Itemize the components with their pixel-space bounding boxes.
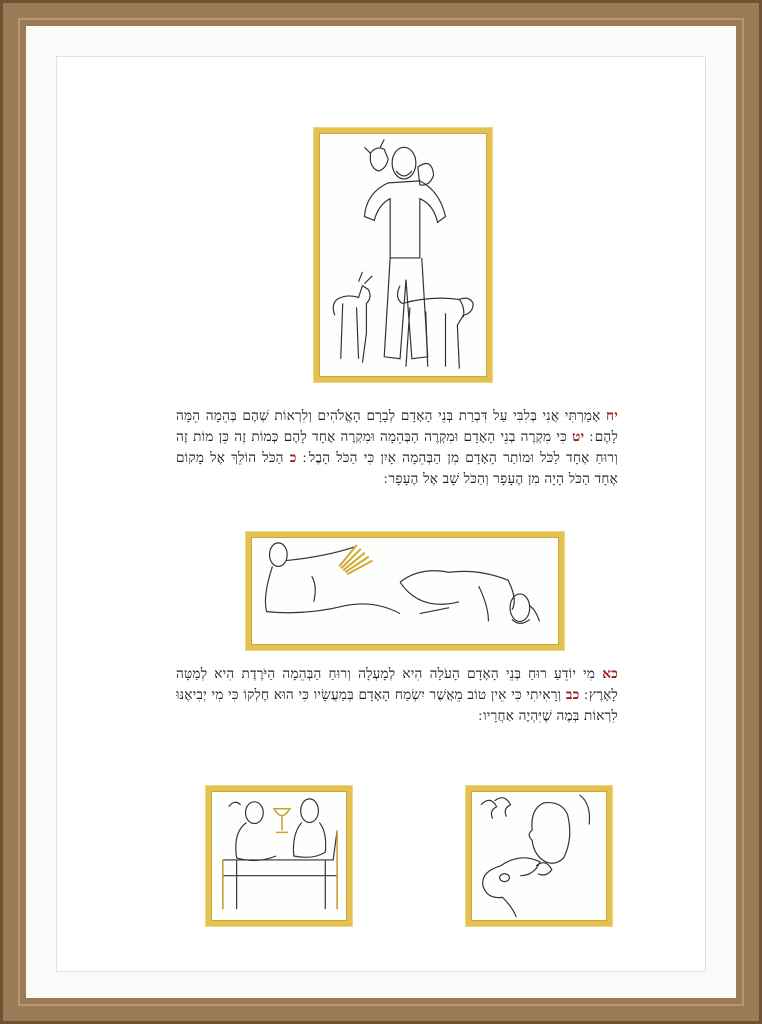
text-block-2 bbox=[176, 664, 618, 727]
page-mat bbox=[56, 56, 706, 972]
reclining-figures-drawing bbox=[251, 537, 559, 645]
verse-20-text: הַכֹּל הוֹלֵךְ אֶל מָקוֹם אֶחָד הַכֹּל הָיָה מִן הֶעָפָר וְהַכֹּל שָׁב אֶל הֶעָפָר ׃ bbox=[176, 450, 618, 487]
verse-22-number: כב bbox=[565, 687, 580, 703]
verse-18-number: יח bbox=[605, 408, 618, 424]
verse-21-number: כא bbox=[602, 666, 618, 682]
illustration-reclining-figures bbox=[246, 532, 564, 650]
verse-22-text: וְרָאִיתִי כִּי אֵין טוֹב מֵאֲשֶׁר יִשְׂמַח הָאָדָם בְּמַעֲשָׂיו כִּי הוּא חֶלְקוֹ כִּי מִי יְבִיאֶנּוּ לִרְאוֹת בְּמֶה שֶׁיִּהְיֶה אַחֲרָיו ׃ bbox=[176, 687, 618, 724]
illustration-face-with-ram bbox=[466, 786, 612, 926]
man-with-animals-drawing bbox=[319, 133, 487, 377]
illustration-figures-with-cup bbox=[206, 786, 352, 926]
figures-with-cup-drawing bbox=[211, 791, 347, 921]
illustration-man-with-animals bbox=[314, 128, 492, 382]
face-with-ram-drawing bbox=[471, 791, 607, 921]
verse-21-text: מִי יוֹדֵעַ רוּחַ בְּנֵי הָאָדָם הָעֹלָה הִיא לְמָעְלָה וְרוּחַ הַבְּהֵמָה הַיֹּרֶדֶת הִיא לְמַטָּה לָאָרֶץ ׃ bbox=[176, 666, 618, 703]
verse-18-text: אָמַרְתִּי אֲנִי בְּלִבִּי עַל דִּבְרַת בְּנֵי הָאָדָם לְבָרָם הָאֱלֹהִים וְלִרְאוֹת שְׁהֶם בְּהֵמָה הֵמָּה לָהֶם ׃ bbox=[176, 408, 619, 445]
verse-19-number: יט bbox=[572, 429, 585, 445]
verse-20-number: כ bbox=[289, 450, 297, 466]
text-block-1 bbox=[176, 406, 618, 490]
verse-19-text: כִּי מִקְרֶה בְנֵי הָאָדָם וּמִקְרֶה הַבְּהֵמָה וּמִקְרֶה אֶחָד לָהֶם כְּמוֹת זֶה כֵּן מוֹת זֶה וְרוּחַ אֶחָד לַכֹּל וּמוֹתַר הָאָדָם מִן הַבְּהֵמָה אָיִן כִּי הַכֹּל הָבֶל ׃ bbox=[176, 429, 618, 466]
